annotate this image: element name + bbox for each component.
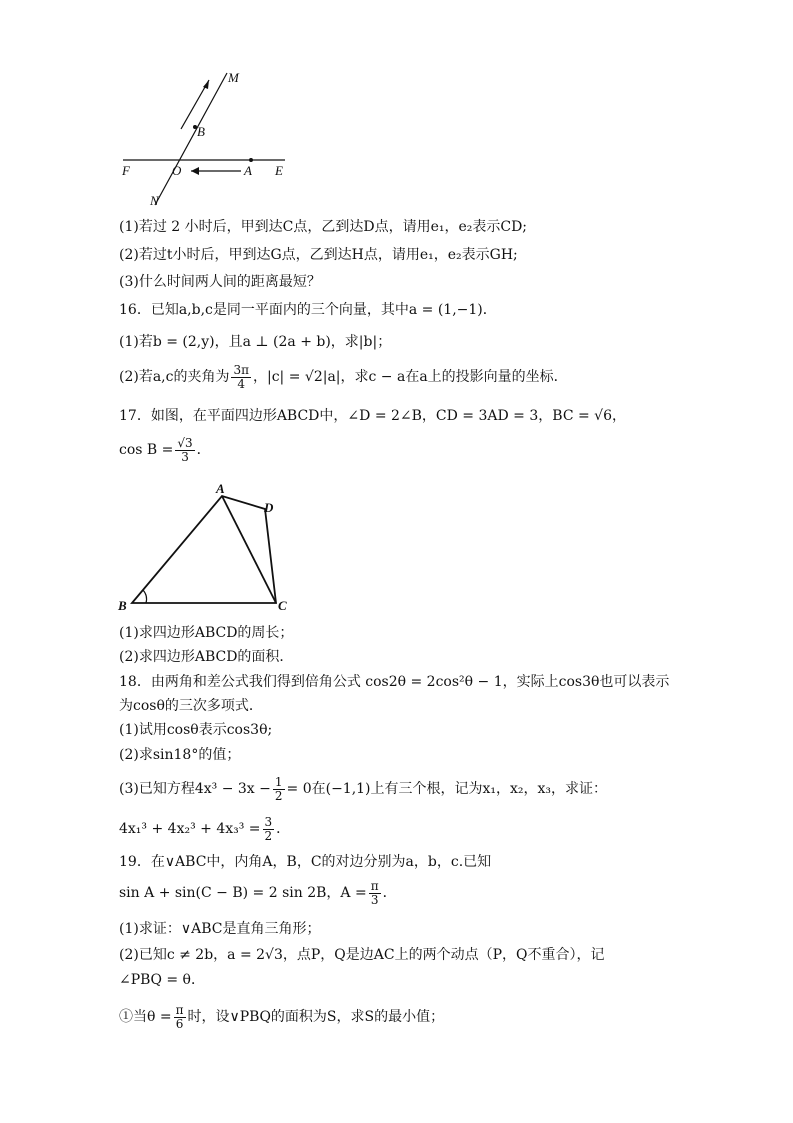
arrowhead-b [203,80,209,89]
q18-p3-pre: (3)已知方程4x³ − 3x − [119,781,271,797]
q16-part2 [119,362,568,392]
q17-cos-denominator: 3 [181,449,189,464]
label-d2: D [264,500,274,515]
q17-cos-pre: cos B = [119,442,174,458]
label-f: F [122,163,130,178]
label-m: M [228,70,239,85]
q16-stem: 16．已知a,b,c是同一平面内的三个向量，其中a = (1,−1)． [119,302,497,318]
q18-part2: (2)求sin18°的值； [119,747,241,763]
q17-cos-post: ． [196,442,211,458]
q18-eq-fraction [263,816,275,843]
line-mn [155,73,227,205]
q18-equation [119,812,290,846]
q19-condition [119,876,397,910]
q16-p2-pre: (2)若a,c的夹角为 [119,369,230,385]
q18-eq-numerator: 3 [264,814,273,829]
q18-p3-post: = 0在(−1,1)上有三个根，记为x₁，x₂，x₃，求证： [286,781,608,797]
q15-part1: (1)若过 2 小时后，甲到达C点，乙到达D点，请用e₁，e₂表示CD; [119,219,528,235]
q19-subpart1 [119,1000,444,1034]
q17-cos-numerator: √3 [177,435,193,450]
angle-b-arc [143,590,147,603]
q17-part2: (2)求四边形ABCD的面积． [119,649,294,665]
label-e: E [275,163,283,178]
figure-lines-diagram [115,65,305,210]
q19-sub-denominator: 6 [175,1016,184,1031]
q19-part2-line2: ∠PBQ = θ． [119,972,205,988]
q19-cond-fraction [369,880,381,907]
q18-eq-pre: 4x₁³ + 4x₂³ + 4x₃³ = [119,821,261,837]
q19-sub-numerator: π [175,1002,184,1017]
q15-part2: (2)若过t小时后，甲到达G点，乙到达H点，请用e₁，e₂表示GH; [119,247,518,263]
label-o: O [172,163,182,178]
q18-p3-fraction [273,776,285,803]
q19-sub-post: 时，设∨PBQ的面积为S，求S的最小值； [187,1009,445,1025]
q19-cond-denominator: 3 [370,892,379,907]
q19-part1: (1)求证：∨ABC是直角三角形； [119,921,321,937]
q17-stem: 17．如图，在平面四边形ABCD中，∠D = 2∠B，CD = 3AD = 3，BC = √6， [119,408,626,424]
q19-cond-numerator: π [370,878,379,893]
q19-part2-line1: (2)已知c ≠ 2b，a = 2√3，点P，Q是边AC上的两个动点（P，Q不重合），记 [119,947,605,963]
q19-sub-fraction [174,1004,186,1031]
q16-p2-denominator: 4 [237,376,246,391]
q19-sub-pre: ①当θ = [119,1009,172,1025]
figure-quadrilateral-abcd [112,480,302,615]
quadrilateral-outline [132,496,276,603]
q16-p2-numerator: 3π [233,362,249,377]
q17-cos-fraction [175,437,194,464]
arrowhead-a [191,167,199,175]
label-n: N [150,193,159,208]
q18-stem-line1: 18．由两角和差公式我们得到倍角公式 cos2θ = 2cos²θ − 1，实际上cos3θ也可以表示 [119,674,670,690]
q18-part3 [119,772,607,806]
point-a [249,158,253,162]
q17-part1: (1)求四边形ABCD的周长； [119,625,294,641]
q16-p2-post: ，|c| = √2|a|，求c − a在a上的投影向量的坐标． [253,369,568,385]
q18-p3-numerator: 1 [274,774,283,789]
q18-eq-denominator: 2 [264,828,273,843]
q19-cond-pre: sin A + sin(C − B) = 2 sin 2B，A = [119,885,367,901]
q16-part1: (1)若b = (2,y)，且a ⊥ (2a + b)，求|b|； [119,334,392,350]
q15-part3: (3)什么时间两人间的距离最短？ [119,274,321,290]
label-a: A [244,163,252,178]
q17-cos [119,433,211,467]
q18-part1: (1)试用cosθ表示cos3θ; [119,722,273,738]
label-b2: B [118,598,127,613]
q16-p2-fraction [231,364,251,391]
label-c2: C [278,598,287,613]
q18-eq-post: ． [276,821,291,837]
q18-stem-line2: 为cosθ的三次多项式． [119,698,263,714]
label-a2: A [216,481,225,496]
q18-p3-denominator: 2 [274,788,283,803]
q19-stem: 19．在∨ABC中，内角A，B，C的对边分别为a，b，c.已知 [119,854,492,870]
q19-cond-post: ． [382,885,397,901]
label-b: B [197,124,205,139]
